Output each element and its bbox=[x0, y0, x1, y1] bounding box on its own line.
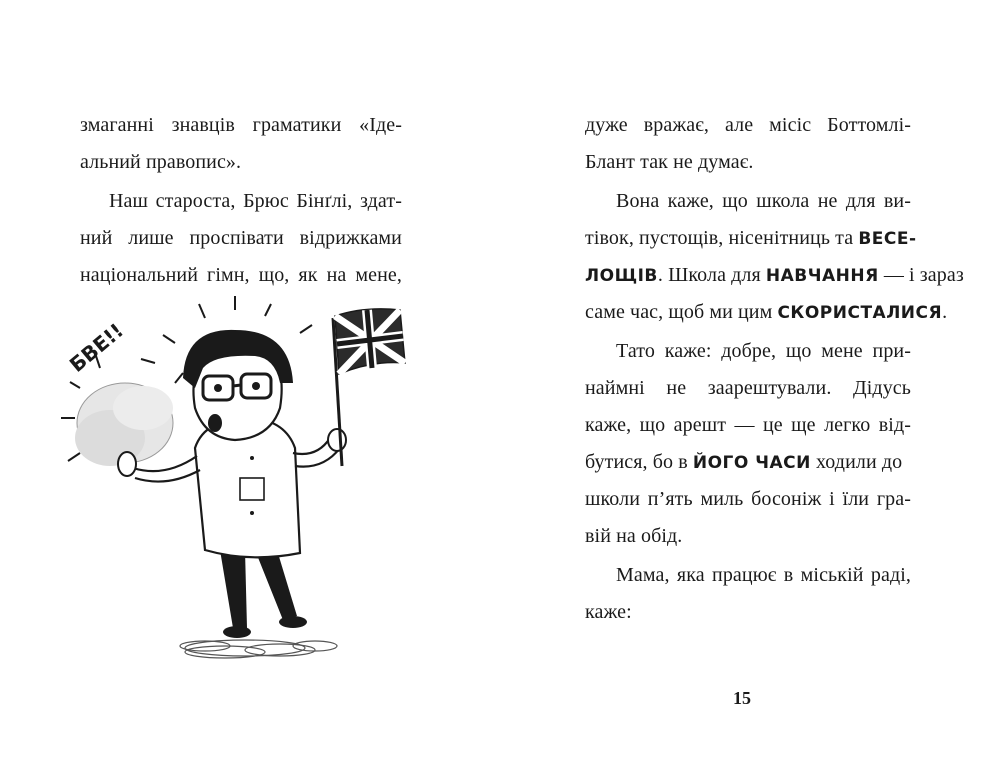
text-line: Мама, яка працює в міській раді, bbox=[616, 564, 911, 586]
right-page bbox=[495, 0, 991, 762]
emphasis-word: СКОРИСТАЛИСЯ bbox=[777, 303, 943, 323]
boy-illustration bbox=[55, 288, 435, 678]
text-line: Вона каже, що школа не для ви- bbox=[616, 190, 911, 212]
text-line bbox=[585, 300, 947, 325]
text-line: каже, що арешт — це ще легко від- bbox=[585, 414, 911, 436]
text-line: Наш староста, Брюс Бінґлі, здат- bbox=[109, 190, 402, 212]
text-line: каже: bbox=[585, 601, 632, 623]
emphasis-word: ЙОГО ЧАСИ bbox=[692, 453, 811, 473]
text-span: бутися, бо в bbox=[585, 451, 693, 473]
text-line: Тато каже: добре, що мене при- bbox=[616, 340, 911, 362]
text-line: дуже вражає, але місіс Боттомлі- bbox=[585, 114, 911, 136]
union-flag bbox=[335, 309, 405, 374]
burp-sound-text: БВЕ!! bbox=[64, 318, 129, 377]
text-line: вій на обід. bbox=[585, 525, 683, 547]
text-line: школи п’ять миль босоніж і їли гра- bbox=[585, 488, 911, 510]
text-line: національний гімн, що, як на мене, bbox=[80, 264, 402, 286]
text-span: ходили до bbox=[810, 451, 903, 473]
ground-shadow bbox=[180, 640, 337, 658]
text-line: ний лише проспівати відрижками bbox=[80, 227, 402, 249]
text-span: — і зараз bbox=[878, 264, 964, 286]
text-span: . bbox=[942, 301, 948, 323]
text-line bbox=[585, 263, 964, 288]
text-line: альний правопис». bbox=[80, 151, 242, 173]
text-line: наймні не заарештували. Дідусь bbox=[585, 377, 911, 399]
text-line bbox=[585, 450, 902, 475]
emphasis-word: ЛОЩІВ bbox=[585, 266, 658, 286]
text-span: саме час, щоб ми цим bbox=[585, 301, 778, 323]
text-span: тівок, пустощів, нісенітниць та bbox=[585, 227, 859, 249]
text-line: змаганні знавців граматики «Іде- bbox=[80, 114, 402, 136]
emphasis-word: НАВЧАННЯ bbox=[765, 266, 879, 286]
page-number: 15 bbox=[733, 688, 751, 708]
emphasis-word: ВЕСЕ- bbox=[858, 229, 917, 249]
text-line: Блант так не думає. bbox=[585, 151, 754, 173]
left-page bbox=[0, 0, 495, 762]
text-span: . Школа для bbox=[657, 264, 766, 286]
text-line bbox=[585, 226, 917, 251]
